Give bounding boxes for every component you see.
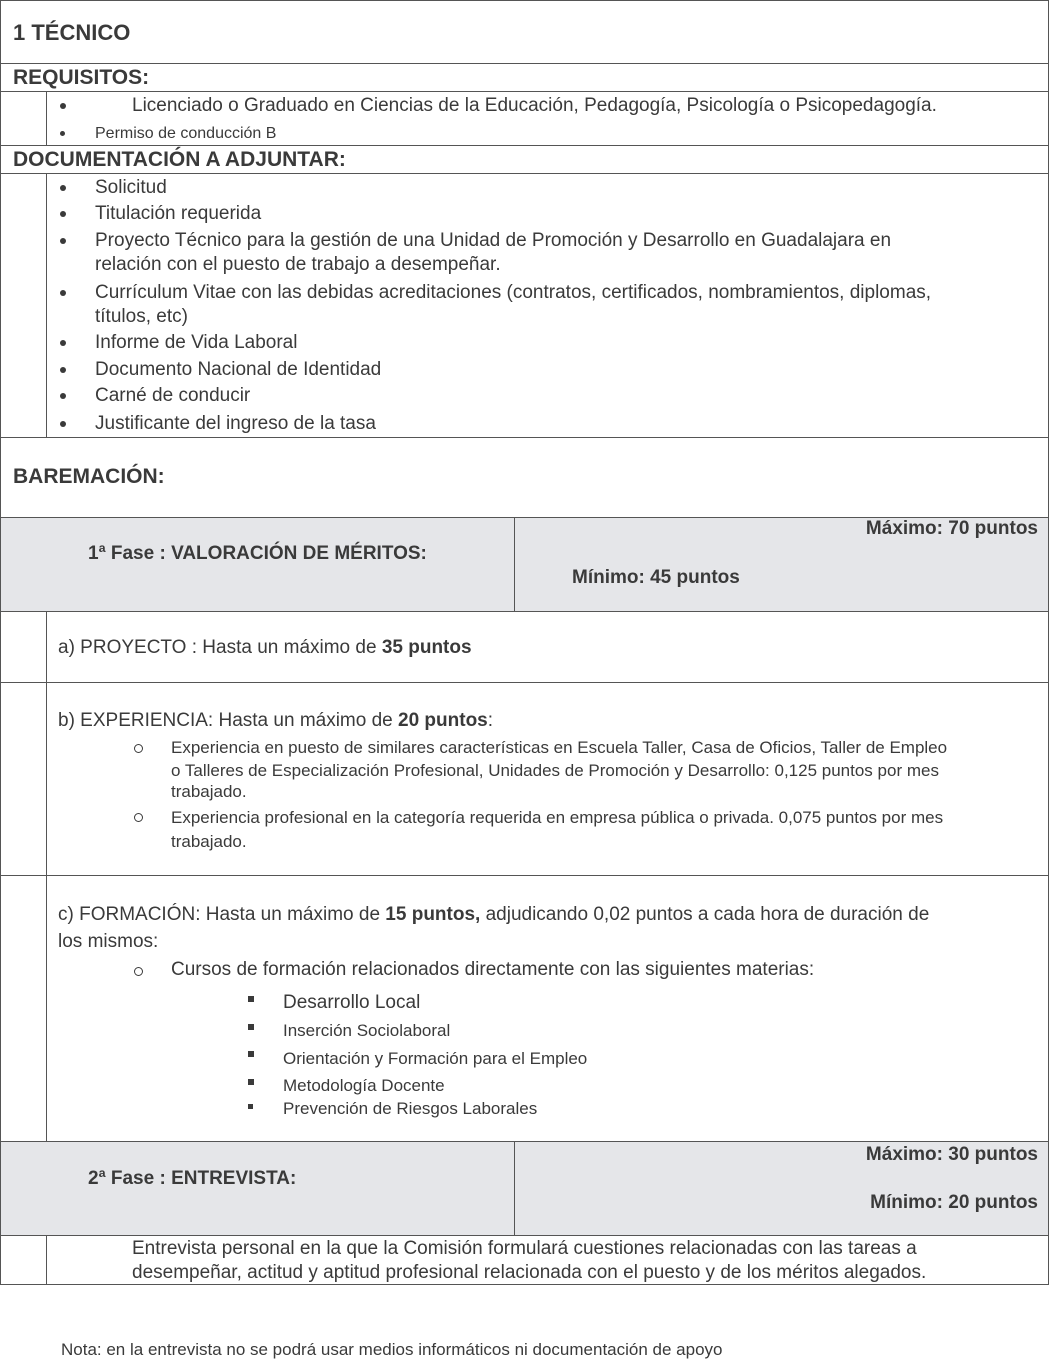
list-item-continuation: o Talleres de Especialización Profesional, Unidades de Promoción y Desarrollo: 0,125 puntos por mes [171,761,939,780]
fase1-label: 1ª Fase : VALORACIÓN DE MÉRITOS: [88,543,427,564]
proyecto-points: 35 puntos [381,637,472,658]
entrevista-text: Entrevista personal en la que la Comisión formulará cuestiones relacionadas con las tareas a [132,1238,917,1259]
entrevista-text-continuation: desempeñar, actitud y aptitud profesional relacionada con el puesto y de los méritos alegados. [132,1262,927,1283]
fase1-row [0,518,1049,612]
circle-bullet-icon [134,813,143,822]
fase2-label: 2ª Fase : ENTREVISTA: [88,1168,297,1189]
bullet-icon [60,131,65,136]
fase2-minimo: Mínimo: 20 puntos [870,1192,1038,1213]
formacion-text: c) FORMACIÓN: Hasta un máximo de 15 puntos, adjudicando 0,02 puntos a cada hora de duración de [58,904,930,925]
circle-bullet-icon [134,744,143,753]
requisitos-list [0,92,1049,146]
requisitos-heading-row [0,64,1049,92]
list-item: Experiencia profesional en la categoría requerida en empresa pública o privada. 0,075 puntos por mes [171,808,944,827]
experiencia-points: 20 puntos [398,710,488,731]
experiencia-text: b) EXPERIENCIA: Hasta un máximo de 20 puntos: [58,710,494,731]
list-item-continuation: títulos, etc) [95,306,188,327]
fase1-maximo: Máximo: 70 puntos [865,518,1038,539]
list-item: Permiso de conducción B [95,125,277,142]
list-item-continuation: trabajado. [171,832,247,851]
proyecto-text: a) PROYECTO : Hasta un máximo de 35 puntos [58,637,472,658]
square-bullet-icon [248,1051,254,1057]
bullet-icon [60,290,66,296]
materia-item: Orientación y Formación para el Empleo [283,1049,588,1068]
materia-item: Metodología Docente [283,1076,445,1095]
list-item: Licenciado o Graduado en Ciencias de la Educación, Pedagogía, Psicología o Psicopedagogía. [132,95,937,116]
page-title: 1 TÉCNICO [13,20,131,45]
nota: Nota: en la entrevista no se podrá usar medios informáticos ni documentación de apoyo [61,1340,723,1359]
bullet-icon [60,211,66,217]
materia-item: Inserción Sociolaboral [283,1021,451,1040]
formacion-text-continuation: los mismos: [58,931,159,952]
requisitos-heading: REQUISITOS: [13,66,150,89]
fase2-maximo: Máximo: 30 puntos [865,1144,1038,1165]
square-bullet-icon [248,1104,253,1109]
documentacion-heading: DOCUMENTACIÓN A ADJUNTAR: [13,148,346,171]
square-bullet-icon [248,1079,254,1085]
list-item: Documento Nacional de Identidad [95,359,382,380]
materia-item: Prevención de Riesgos Laborales [283,1099,538,1118]
list-item: Informe de Vida Laboral [95,332,298,353]
bullet-icon [60,340,66,346]
square-bullet-icon [248,996,254,1002]
bullet-icon [60,103,66,109]
baremacion-heading-row [0,438,1049,518]
circle-bullet-icon [134,967,143,976]
materia-item: Desarrollo Local [283,992,421,1013]
bullet-icon [60,421,66,427]
documentacion-heading-row [0,146,1049,174]
square-bullet-icon [248,1024,254,1030]
bullet-icon [60,238,66,244]
proyecto-row [0,612,1049,683]
formacion-points: 15 puntos, [385,904,481,925]
bullet-icon [60,367,66,373]
bullet-icon [60,185,66,191]
list-item: Currículum Vitae con las debidas acreditaciones (contratos, certificados, nombramientos, diplomas, [95,282,932,303]
list-item: Titulación requerida [95,203,262,224]
list-item: Carné de conducir [95,385,251,406]
entrevista-row [0,1236,1049,1285]
fase2-row [0,1142,1049,1236]
list-item: Proyecto Técnico para la gestión de una Unidad de Promoción y Desarrollo en Guadalajara en [95,230,892,251]
title-row [0,0,1049,64]
documentacion-list [0,174,1049,438]
list-item: Justificante del ingreso de la tasa [95,413,376,434]
list-item: Solicitud [95,177,167,198]
formacion-sub: Cursos de formación relacionados directamente con las siguientes materias: [171,959,815,980]
fase1-minimo: Mínimo: 45 puntos [572,567,740,588]
list-item: Experiencia en puesto de similares características en Escuela Taller, Casa de Oficios, Taller de Empleo [171,738,948,757]
formacion-row [0,876,1049,1142]
list-item-continuation: trabajado. [171,782,247,801]
experiencia-row [0,683,1049,876]
bullet-icon [60,393,66,399]
list-item-continuation: relación con el puesto de trabajo a desempeñar. [95,254,501,275]
baremacion-heading: BAREMACIÓN: [13,465,165,488]
